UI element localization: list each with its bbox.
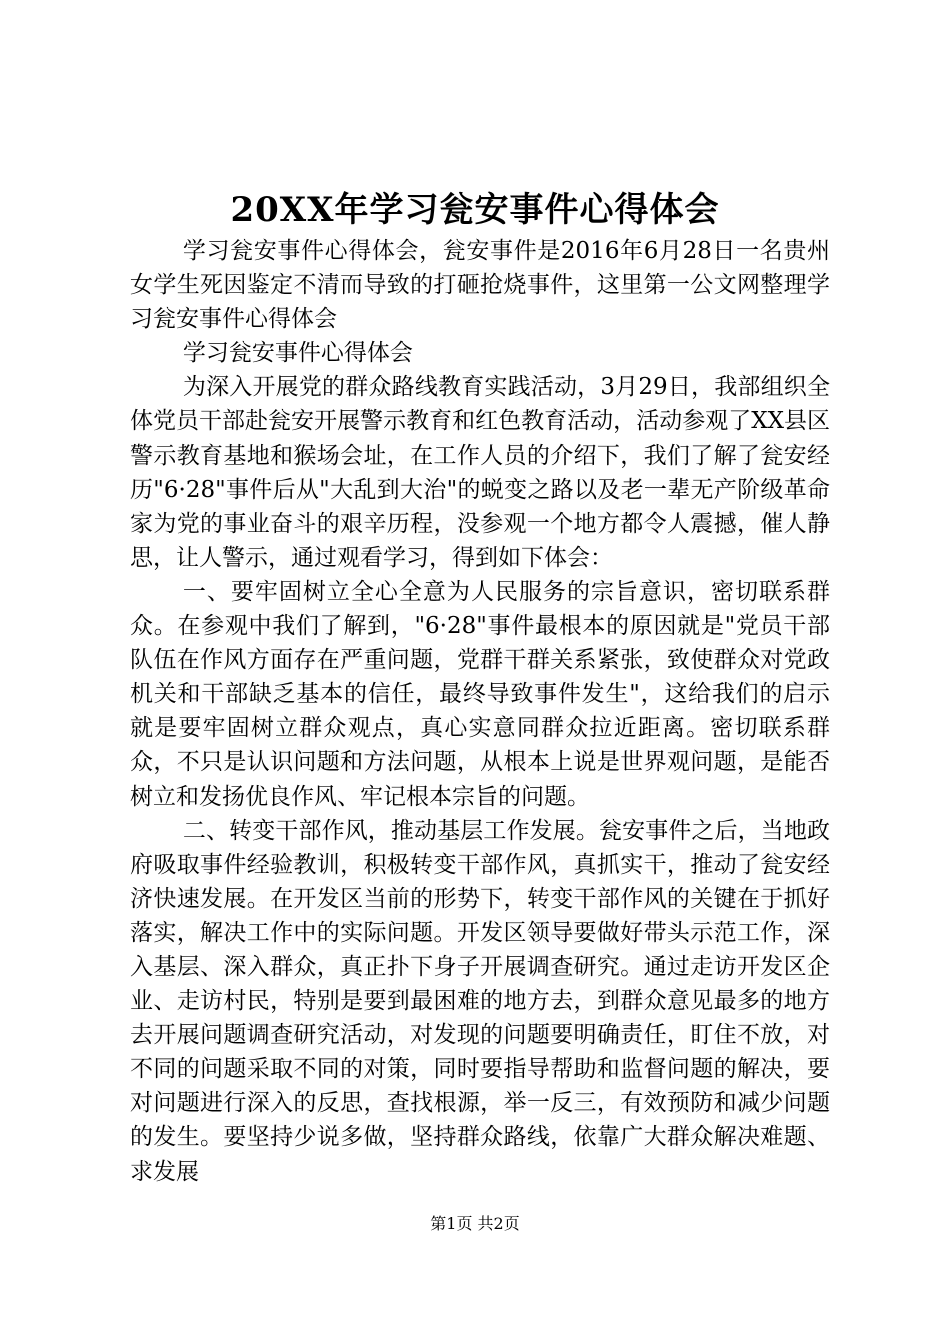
paragraph-subtitle: 学习瓮安事件心得体会 <box>182 340 413 367</box>
paragraph-point-two: 二、转变干部作风，推动基层工作发展。瓮安事件之后，当地政府吸取事件经验教训，积极转变干部作风，真抓实干，推动了瓮安经济快速发展。在开发区当前的形势下，转变干部作风的关键在于抓好落实，解决工作中的实际问题。开发区领导要做好带头示范工作，深入基层、深入群众，真正扑下身子开展调查研究。通过走访开发区企业、走访村民，特别是要到最困难的地方去，到群众意见最多的地方去开展问题调查研究活动，对发现的问题要明确责任，盯住不放，对不同的问题采取不同的对策，同时要指导帮助和监督问题的解决，要对问题进行深入的反思，查找根源，举一反三，有效预防和减少问题的发生。要坚持少说多做，坚持群众路线，依靠广大群众解决难题、求发展 <box>130 817 830 1185</box>
page-number-footer: 第1页 共2页 <box>430 1214 520 1233</box>
paragraph-point-one: 一、要牢固树立全心全意为人民服务的宗旨意识，密切联系群众。在参观中我们了解到，"6·28"事件最根本的原因就是"党员干部队伍在作风方面存在严重问题，党群干群关系紧张，致使群众对党政机关和干部缺乏基本的信任，最终导致事件发生"，这给我们的启示就是要牢固树立群众观点，真心实意同群众拉近距离。密切联系群众，不只是认识问题和方法问题，从根本上说是世界观问题，是能否树立和发扬优良作风、牢记根本宗旨的问题。 <box>130 578 830 810</box>
document-title: 20XX年学习瓮安事件心得体会 <box>230 190 720 230</box>
paragraph-background: 为深入开展党的群众路线教育实践活动，3月29日，我部组织全体党员干部赴瓮安开展警示教育和红色教育活动，活动参观了XX县区警示教育基地和猴场会址，在工作人员的介绍下，我们了解了瓮安经历"6·28"事件后从"大乱到大治"的蜕变之路以及老一辈无产阶级革命家为党的事业奋斗的艰辛历程，没参观一个地方都令人震撼，催人静思，让人警示，通过观看学习，得到如下体会： <box>130 374 830 571</box>
paragraph-intro: 学习瓮安事件心得体会，瓮安事件是2016年6月28日一名贵州女学生死因鉴定不清而导致的打砸抢烧事件，这里第一公文网整理学习瓮安事件心得体会 <box>130 238 830 333</box>
document-body <box>130 234 830 1189</box>
